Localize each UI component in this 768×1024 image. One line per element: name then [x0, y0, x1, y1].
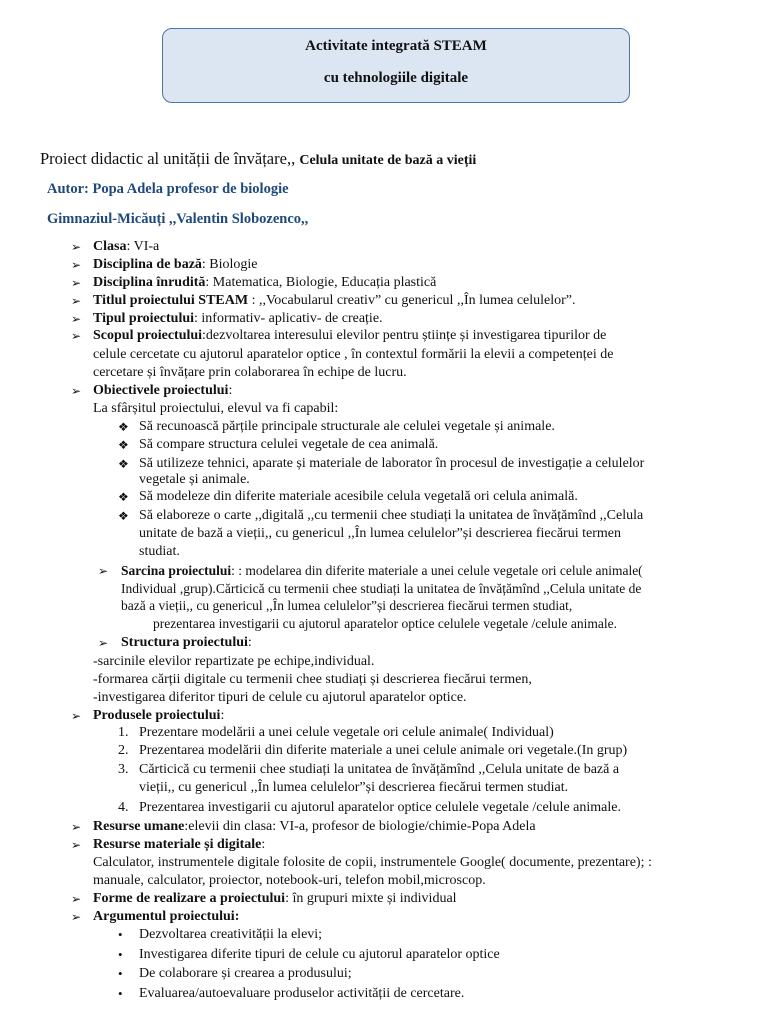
diamond-bullet-icon: ❖	[118, 490, 129, 504]
arrow-bullet-icon: ➢	[71, 240, 82, 254]
title-line-2: cu tehnologiile digitale	[323, 70, 469, 86]
objective-item-cont: studiat.	[139, 544, 180, 559]
argument-item: Evaluarea/autoevaluare produselor activității de cercetare.	[139, 986, 465, 1001]
item-resurse-umane: Resurse umane:elevii din clasa: VI-a, profesor de biologie/chimie-Popa Adela	[93, 819, 536, 834]
item-sarcina: Sarcina proiectului: : modelarea din diferite materiale a unei celule vegetale ori celule animale(	[121, 563, 643, 578]
item-sarcina-line-2: Individual ,grup).Cărticică cu termenii chee studiați la unitatea de învățămînd ,,Celula unitate de	[121, 581, 642, 596]
arrow-bullet-icon: ➢	[98, 564, 109, 578]
item-produsele: Produsele proiectului:	[93, 708, 225, 723]
bullet-icon: •	[118, 966, 123, 981]
item-argumentul: Argumentul proiectului:	[93, 909, 240, 924]
product-item: Prezentare modelării a unei celule vegetale ori celule animale( Individual)	[139, 725, 554, 740]
arrow-bullet-icon: ➢	[71, 258, 82, 272]
diamond-bullet-icon: ❖	[118, 509, 129, 523]
arrow-bullet-icon: ➢	[71, 709, 82, 723]
structura-line: -investigarea diferitor tipuri de celule cu ajutorul aparatelor optice.	[93, 690, 467, 705]
item-clasa: Clasa: VI-a	[93, 239, 160, 254]
objective-item-cont: unitate de bază a vieții,, cu genericul ,,În lumea celulelor”și descrierea fiecărui termen	[139, 526, 621, 541]
objective-item: Să modeleze din diferite materiale acesibile celula vegetală ori celula animală.	[139, 489, 578, 504]
objective-item: Să compare structura celulei vegetale de cea animală.	[139, 437, 439, 452]
arrow-bullet-icon: ➢	[71, 294, 82, 308]
diamond-bullet-icon: ❖	[118, 420, 129, 434]
structura-line: -formarea cărții digitale cu termenii chee studiați și descrierea fiecărui termen,	[93, 672, 532, 687]
item-obiective: Obiectivele proiectului:	[93, 383, 233, 398]
argument-item: Dezvoltarea creativității la elevi;	[139, 927, 323, 942]
objective-item: Să utilizeze tehnici, aparate și materiale de laborator în procesul de investigație a celulelor	[139, 456, 645, 471]
arrow-bullet-icon: ➢	[71, 312, 82, 326]
project-heading: Proiect didactic al unității de învățare,, Celula unitate de bază a vieții	[40, 149, 477, 168]
product-item-cont: vieții,, cu genericul ,,În lumea celulelor”și descrierea fiecărui termen studiat.	[139, 780, 569, 795]
arrow-bullet-icon: ➢	[71, 892, 82, 906]
item-tipul: Tipul proiectului: informativ- aplicativ- de creație.	[93, 311, 383, 326]
item-titlul: Titlul proiectului STEAM : ,,Vocabularul creativ” cu genericul ,,În lumea celulelor”.	[93, 293, 576, 308]
bullet-icon: •	[118, 927, 123, 942]
objective-item: Să elaboreze o carte ,,digitală ,,cu termenii chee studiați la unitatea de învățămînd ,,Celula	[139, 508, 644, 523]
title-box	[162, 28, 630, 103]
school-line: Gimnaziul-Micăuți ,,Valentin Slobozenco,,	[47, 211, 309, 227]
product-item: Cărticică cu termenii chee studiați la unitatea de învățămînd ,,Celula unitate de bază a	[139, 762, 620, 777]
arrow-bullet-icon: ➢	[71, 329, 82, 343]
arrow-bullet-icon: ➢	[71, 384, 82, 398]
number-marker: 1.	[118, 725, 129, 740]
arrow-bullet-icon: ➢	[71, 910, 82, 924]
number-marker: 4.	[118, 800, 129, 815]
objective-item-cont: vegetale și animale.	[139, 472, 250, 487]
structura-line: -sarcinile elevilor repartizate pe echipe,individual.	[93, 654, 375, 669]
number-marker: 3.	[118, 762, 129, 777]
arrow-bullet-icon: ➢	[71, 820, 82, 834]
item-scopul-line-3: cercetare și învățare prin colaborarea în echipe de lucru.	[93, 365, 407, 380]
bullet-icon: •	[118, 986, 123, 1001]
item-sarcina-line-3: bază a vieții,, cu genericul ,,În lumea celulelor”și descrierea fiecărui termen studiat,	[121, 598, 573, 613]
arrow-bullet-icon: ➢	[71, 276, 82, 290]
number-marker: 2.	[118, 743, 129, 758]
product-item: Prezentarea investigarii cu ajutorul aparatelor optice celulele vegetale /celule animale.	[139, 800, 621, 815]
item-disciplina: Disciplina de bază: Biologie	[93, 257, 258, 272]
resurse-materiale-line: Calculator, instrumentele digitale folosite de copii, instrumentele Google( documente, prezentare); :	[93, 855, 652, 870]
item-scopul: Scopul proiectului:dezvoltarea interesului elevilor pentru științe și investigarea tipurilor de	[93, 328, 607, 343]
title-line-1: Activitate integrată STEAM	[305, 38, 487, 54]
diamond-bullet-icon: ❖	[118, 457, 129, 471]
argument-item: Investigarea diferite tipuri de celule cu ajutorul aparatelor optice	[139, 947, 500, 962]
product-item: Prezentarea modelării din diferite materiale a unei celule animale ori vegetale.(In grup)	[139, 743, 628, 758]
arrow-bullet-icon: ➢	[98, 636, 109, 650]
item-structura: Structura proiectului:	[121, 635, 252, 650]
resurse-materiale-line: manuale, calculator, proiector, notebook-uri, telefon mobil,microscop.	[93, 873, 486, 888]
objective-item: Să recunoască părțile principale structurale ale celulei vegetale și animale.	[139, 419, 555, 434]
item-forme: Forme de realizare a proiectului: în grupuri mixte și individual	[93, 891, 457, 906]
item-sarcina-line-4: prezentarea investigarii cu ajutorul aparatelor optice celulele vegetale /celule animale.	[153, 616, 618, 631]
item-scopul-line-2: celule cercetate cu ajutorul aparatelor optice , în contextul formării la elevii a competenței de	[93, 347, 614, 362]
diamond-bullet-icon: ❖	[118, 438, 129, 452]
argument-item: De colaborare și crearea a produsului;	[139, 966, 352, 981]
item-resurse-materiale: Resurse materiale și digitale:	[93, 837, 266, 852]
author-line: Autor: Popa Adela profesor de biologie	[47, 181, 289, 197]
item-disciplina-inrudita: Disciplina înrudită: Matematica, Biologie, Educația plastică	[93, 275, 437, 290]
bullet-icon: •	[118, 947, 123, 962]
arrow-bullet-icon: ➢	[71, 838, 82, 852]
obiective-intro: La sfârșitul proiectului, elevul va fi capabil:	[93, 401, 339, 416]
